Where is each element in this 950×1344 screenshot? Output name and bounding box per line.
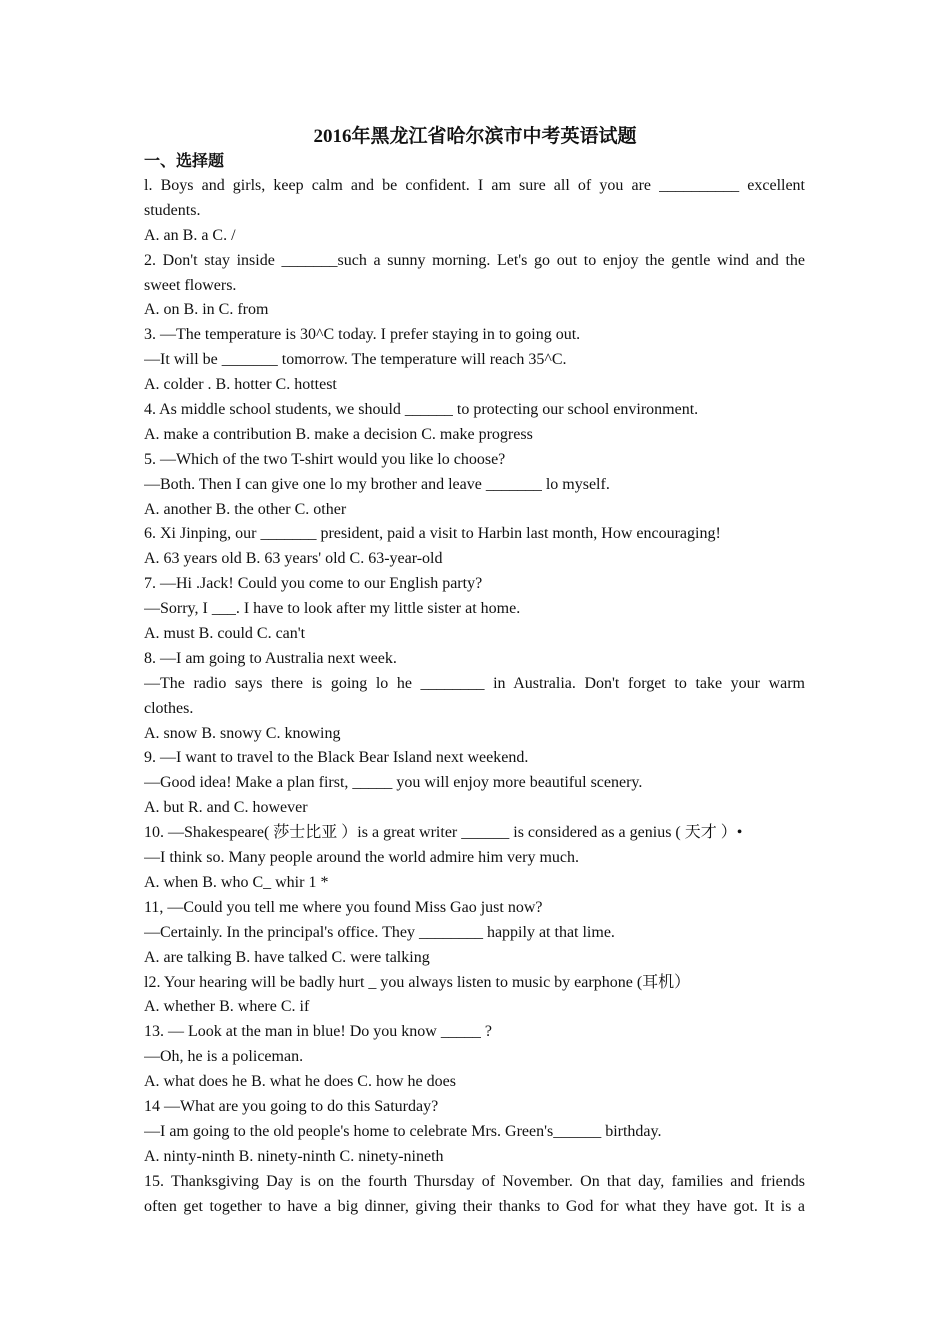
text-line: sweet flowers. [144, 276, 237, 294]
section-heading: 一、选择题 [144, 153, 225, 170]
text-line: l. Boys and girls, keep calm and be confident. I am sure all of you are __________ excellent [144, 177, 805, 194]
text-line: A. on B. in C. from [144, 301, 269, 319]
text-line: l2. Your hearing will be badly hurt _ you always listen to music by earphone (耳机） [144, 973, 691, 991]
text-line: A. make a contribution B. make a decision C. make progress [144, 425, 533, 443]
text-line: —Oh, he is a policeman. [144, 1048, 304, 1066]
text-line: —Sorry, I ___. I have to look after my little sister at home. [144, 600, 521, 618]
text-line: 8. —I am going to Australia next week. [144, 649, 397, 667]
text-line: A. another B. the other C. other [144, 500, 347, 518]
text-line: 2. Don't stay inside _______such a sunny morning. Let's go out to enjoy the gentle wind and the [144, 251, 805, 269]
text-line: 7. —Hi .Jack! Could you come to our English party? [144, 575, 483, 593]
text-line: —I think so. Many people around the world admire him very much. [144, 849, 580, 867]
text-line: students. [144, 201, 201, 219]
text-line: A. when B. who C_ whir 1 * [144, 873, 329, 891]
text-line: clothes. [144, 699, 194, 717]
text-line: A. colder . B. hotter C. hottest [144, 376, 337, 394]
text-line: 13. — Look at the man in blue! Do you know _____ ? [144, 1023, 492, 1041]
text-line: 10. —Shakespeare( 莎士比亚 ）is a great writer ______ is considered as a genius ( 天才 ）• [144, 824, 743, 842]
text-line: A. whether B. where C. if [144, 998, 310, 1016]
text-line: often get together to have a big dinner, giving their thanks to God for what they have got. It is a [144, 1197, 805, 1215]
text-line: —Good idea! Make a plan first, _____ you will enjoy more beautiful scenery. [144, 774, 643, 792]
page-title: 2016年黑龙江省哈尔滨市中考英语试题 [313, 126, 637, 147]
text-line: 6. Xi Jinping, our _______ president, paid a visit to Harbin last month, How encouraging! [144, 525, 721, 543]
text-line: 11, —Could you tell me where you found Miss Gao just now? [144, 898, 543, 916]
text-line: A. are talking B. have talked C. were talking [144, 948, 430, 966]
text-line: A. must B. could C. can't [144, 625, 306, 643]
text-line: A. snow B. snowy C. knowing [144, 724, 341, 742]
text-line: —The radio says there is going lo he ________ in Australia. Don't forget to take your warm [144, 674, 805, 692]
text-line: 14 —What are you going to do this Saturday? [144, 1097, 439, 1115]
text-line: —I am going to the old people's home to celebrate Mrs. Green's______ birthday. [144, 1122, 662, 1140]
text-line: —Both. Then I can give one lo my brother and leave _______ lo myself. [144, 475, 610, 493]
text-line: 15. Thanksgiving Day is on the fourth Thursday of November. On that day, families and friends [144, 1172, 805, 1190]
text-line: A. 63 years old B. 63 years' old C. 63-year-old [144, 550, 443, 568]
text-line: 9. —I want to travel to the Black Bear Island next weekend. [144, 749, 529, 767]
text-line: —Certainly. In the principal's office. They ________ happily at that lime. [144, 923, 615, 941]
question-body [144, 174, 805, 1219]
text-line: 5. —Which of the two T-shirt would you like lo choose? [144, 450, 506, 468]
text-line: A. but R. and C. however [144, 799, 308, 817]
text-line: 3. —The temperature is 30^C today. I prefer staying in to going out. [144, 326, 581, 344]
text-line: A. ninty-ninth B. ninety-ninth C. ninety-nineth [144, 1147, 444, 1165]
text-line: —It will be _______ tomorrow. The temperature will reach 35^C. [144, 351, 567, 369]
text-line: A. an B. a C. / [144, 226, 236, 244]
text-line: A. what does he B. what he does C. how he does [144, 1073, 456, 1091]
text-line: 4. As middle school students, we should ______ to protecting our school environment. [144, 401, 699, 419]
